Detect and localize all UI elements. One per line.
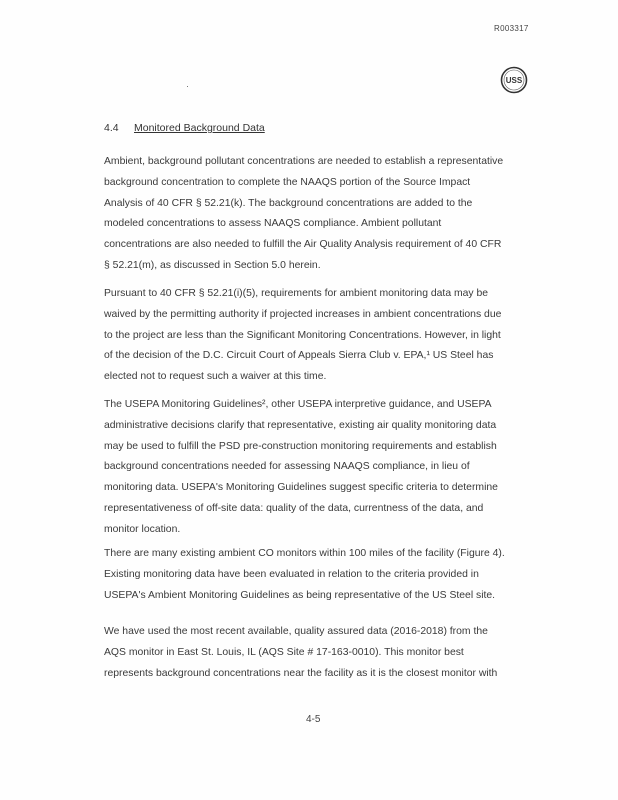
- scan-speck: [187, 86, 188, 87]
- text-line: modeled concentrations to assess NAAQS compliance. Ambient pollutant: [104, 218, 442, 230]
- text-line: § 52.21(m), as discussed in Section 5.0 herein.: [104, 259, 321, 271]
- logo-text: USS: [505, 76, 523, 85]
- section-heading: [104, 122, 265, 134]
- text-line: may be used to fulfill the PSD pre-construction monitoring requirements and establish: [104, 440, 497, 452]
- text-line: monitoring data. USEPA's Monitoring Guidelines suggest specific criteria to determine: [104, 482, 498, 494]
- text-line: background concentrations needed for assessing NAAQS compliance, in lieu of: [104, 461, 470, 473]
- company-logo: [500, 66, 528, 94]
- paragraph-monitoring-guidelines: [104, 395, 524, 541]
- paragraph-existing-monitors: [104, 544, 524, 606]
- paragraph-background-intro: [104, 152, 524, 277]
- text-line: waived by the permitting authority if projected increases in ambient concentrations due: [104, 308, 502, 320]
- text-line: Existing monitoring data have been evaluated in relation to the criteria provided in: [104, 568, 479, 580]
- text-line: representativeness of off-site data: quality of the data, currentness of the data, and: [104, 502, 484, 514]
- text-line: elected not to request such a waiver at this time.: [104, 371, 327, 383]
- text-line: Analysis of 40 CFR § 52.21(k). The background concentrations are added to the: [104, 197, 473, 209]
- text-line: monitor location.: [104, 523, 181, 535]
- text-line: AQS monitor in East St. Louis, IL (AQS Site # 17-163-0010). This monitor best: [104, 646, 464, 658]
- paragraph-selected-monitor: [104, 622, 524, 684]
- section-number: 4.4: [104, 122, 119, 134]
- text-line: There are many existing ambient CO monitors within 100 miles of the facility (Figure 4).: [104, 548, 505, 559]
- text-line: administrative decisions clarify that representative, existing air quality monitoring data: [104, 419, 497, 431]
- text-line: Ambient, background pollutant concentrations are needed to establish a representative: [104, 156, 504, 167]
- text-line: USEPA's Ambient Monitoring Guidelines as being representative of the US Steel site.: [104, 589, 496, 601]
- section-title: Monitored Background Data: [134, 122, 265, 134]
- text-line: concentrations are also needed to fulfill the Air Quality Analysis requirement of 40 CFR: [104, 239, 502, 251]
- text-line: We have used the most recent available, quality assured data (2016-2018) from the: [104, 626, 488, 637]
- text-line: Pursuant to 40 CFR § 52.21(i)(5), requirements for ambient monitoring data may be: [104, 288, 489, 299]
- document-id: R003317: [494, 24, 529, 33]
- text-line: represents background concentrations near the facility as it is the closest monitor with: [104, 667, 498, 679]
- paragraph-monitoring-waiver: [104, 284, 524, 388]
- text-line: to the project are less than the Significant Monitoring Concentrations. However, in light: [104, 329, 501, 341]
- text-line: of the decision of the D.C. Circuit Court of Appeals Sierra Club v. EPA,¹ US Steel has: [104, 350, 494, 362]
- text-line: background concentration to complete the NAAQS portion of the Source Impact: [104, 176, 471, 188]
- page-number: 4-5: [306, 714, 321, 725]
- text-line: The USEPA Monitoring Guidelines², other USEPA interpretive guidance, and USEPA: [104, 399, 492, 410]
